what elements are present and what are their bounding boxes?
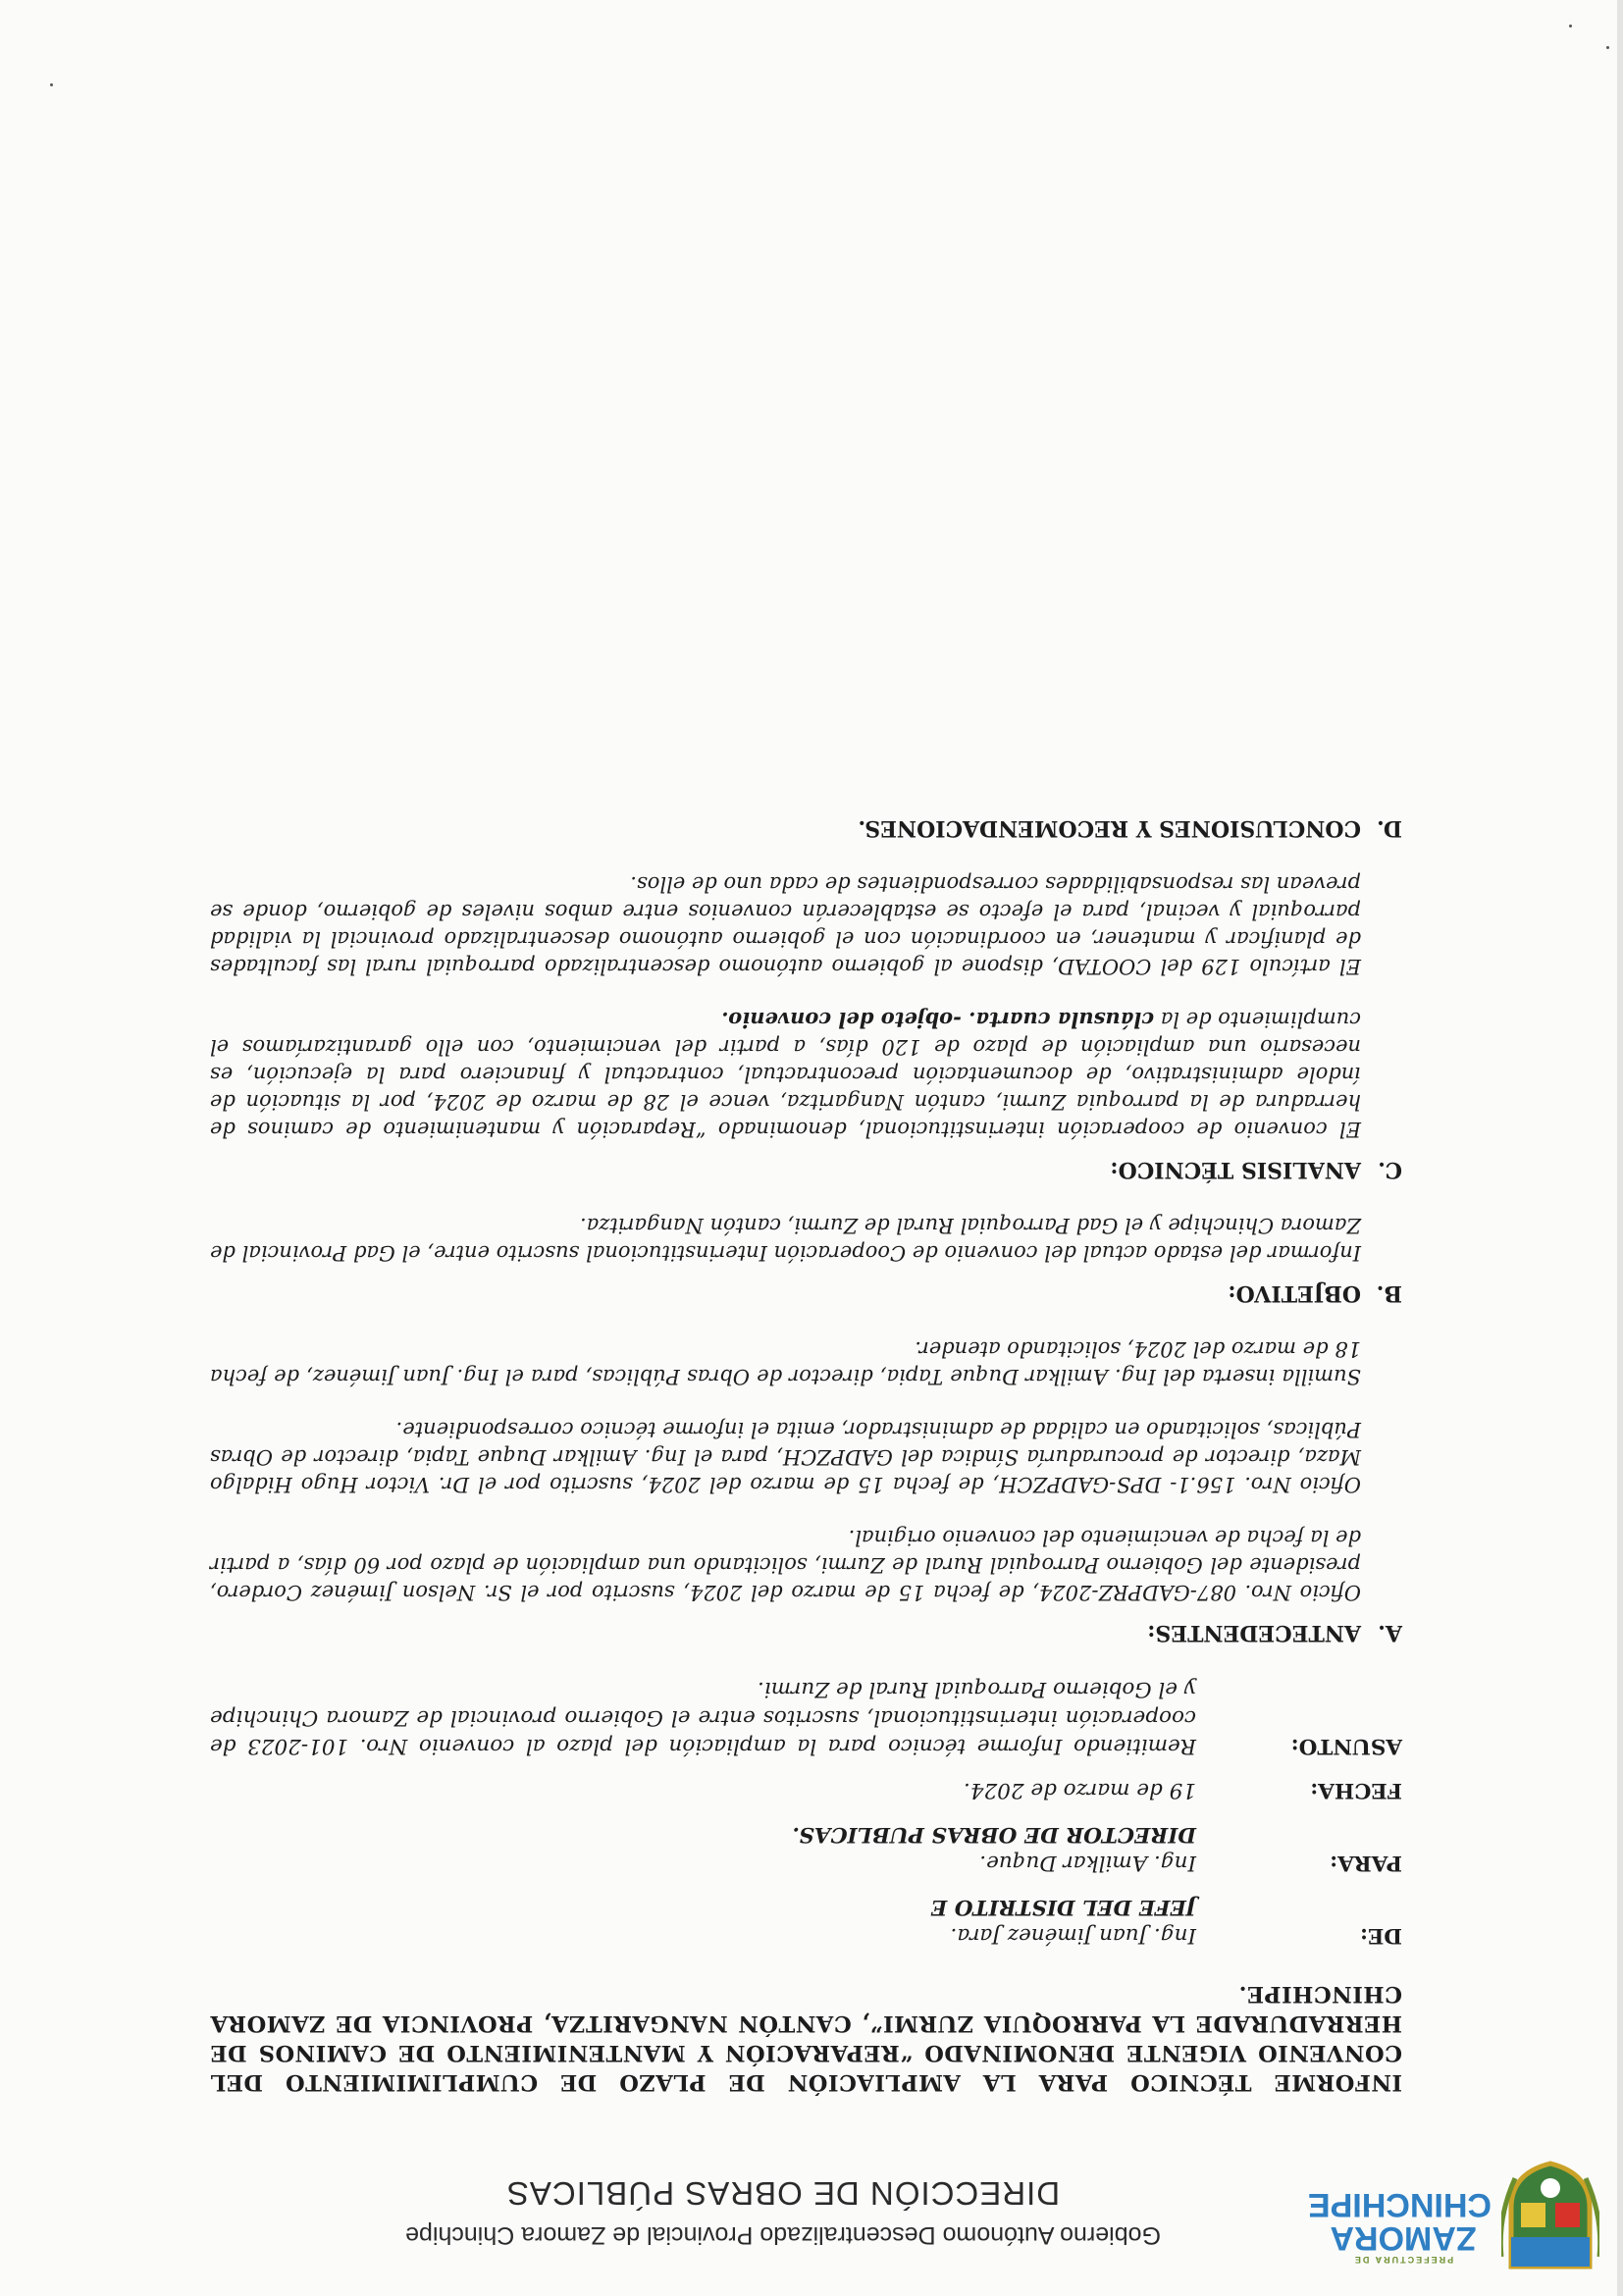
scan-speck	[50, 83, 53, 86]
scan-speck	[1606, 46, 1609, 49]
report-body	[210, 802, 1402, 2097]
logo-prefix: PREFECTURA DE	[1352, 2255, 1454, 2265]
section-a-title: ANTECEDENTES:	[1147, 1620, 1361, 1645]
fecha-label: FECHA:	[1310, 1778, 1402, 1802]
section-d-title: CONCLUSIONES Y RECOMENDACIONES.	[858, 815, 1361, 841]
de-label: DE:	[1360, 1923, 1402, 1948]
direction-name: DIRECCIÓN DE OBRAS PÚBLICAS	[505, 2175, 1061, 2212]
para-label: PARA:	[1330, 1851, 1402, 1875]
scan-edge	[1617, 0, 1623, 2296]
analisis-paragraph-1	[210, 1006, 1361, 1143]
antecedente-2: Oficio Nro. 156.1- DPS-GADPZCH, de fecha 15 de marzo del 2024, suscrito por el Dr. Victor Hugo Hidalgo Maza, director de procuraduría Síndica del GADPZCH, para el Ing. Amilkar Duque Tapia, director de Obras Públicas, solicitando en calidad de administrador, emita el informe técnico correspondiente.	[210, 1418, 1361, 1496]
section-c-heading	[210, 1157, 1402, 1182]
section-b-title: OBJETIVO:	[1228, 1280, 1361, 1306]
asunto-value: Remitiendo Informe técnico para la ampliación del plazo al convenio Nro. 101-2023 de cooperación interinstitucional, suscritos entre el Gobierno provincial de Zamora Chinchipe y el Gobierno Parroquial Rural de Zurmi.	[210, 1677, 1196, 1758]
section-c-letter: C.	[1378, 1157, 1402, 1182]
logo-chinchipe: CHINCHIPE	[1307, 2186, 1492, 2223]
memo-metadata	[210, 1675, 1402, 1950]
section-b-heading	[210, 1280, 1402, 1306]
antecedente-1: Oficio Nro. 087-GADPRZ-2024, de fecha 15 de marzo del 2024, suscrito por el Sr. Nelson Jiménez Cordero, presidente del Gobierno Parroquial Rural de Zurmi, solicitando una ampliación de plazo por 60 días, a partir de la fecha de vencimiento del convenio original.	[210, 1526, 1361, 1604]
para-value	[210, 1820, 1196, 1877]
de-name: Ing. Juan Jiménez Jara.	[950, 1923, 1196, 1948]
section-b-letter: B.	[1376, 1280, 1402, 1306]
report-title: INFORME TÉCNICO PARA LA AMPLIACIÓN DE PLAZO DE CUMPLIMIMIENTO DEL CONVENIO VIGENTE DENOMINADO “REPARACIÓN Y MANTENIMIENTO DE CAMINOS DE HERRADURADE LA PARROQUIA ZURMI”, CANTÓN NANGARITZA, PROVINCIA DE ZAMORA CHINCHIPE.	[210, 1981, 1402, 2095]
antecedente-3: Sumilla inserta del Ing. Amilkar Duque Tapia, director de Obras Públicas, para el Ing. Juan Jiménez, de fecha 18 de marzo del 2024, solicitando atender.	[210, 1337, 1361, 1388]
para-name: Ing. Amilkar Duque.	[979, 1851, 1196, 1875]
section-a-letter: A.	[1378, 1620, 1402, 1645]
objetivo-text: Informar del estado actual del convenio de Cooperación Interinstitucional suscrito entre, el Gad Provincial de Zamora Chinchipe y el Gad Parroquial Rural de Zurmi, cantón Nangaritza.	[210, 1214, 1361, 1265]
fecha-value: 19 de marzo de 2024.	[964, 1778, 1196, 1802]
government-name: Gobierno Autónomo Descentralizado Provincial de Zamora Chinchipe	[405, 2221, 1161, 2249]
section-c-title: ANALISIS TÉCNICO:	[1110, 1157, 1361, 1182]
de-value	[210, 1893, 1196, 1950]
analisis-text: El convenio de cooperación interinstitucional, denominado “Reparación y mantenimiento de caminos de herradura de la parroquia Zurmi, cantón Nangaritza, vence el 28 de marzo de 2024, por la situación de índole administrativo, de documentación precontractual, contractual y financiero para la ejecución, es necesario una ampliación de plazo de 120 días, a partir del vencimiento, con ello garantizaríamos el cumplimiento de la	[210, 1008, 1361, 1141]
asunto-label: ASUNTO:	[1290, 1734, 1402, 1758]
prefectura-logo	[1246, 2151, 1599, 2276]
scan-speck	[1569, 25, 1572, 27]
section-d-letter: D.	[1377, 815, 1402, 841]
clausula-reference: cláusula cuarta. -objeto del convenio.	[721, 1008, 1155, 1032]
de-role: JEFE DEL DISTRITO E	[930, 1895, 1196, 1919]
section-a-heading	[210, 1620, 1402, 1645]
section-d-heading	[210, 815, 1402, 841]
logo-zamora: ZAMORA	[1330, 2219, 1477, 2257]
logo-wordmark	[1307, 2186, 1492, 2265]
coat-of-arms-icon	[1501, 2159, 1599, 2276]
para-role: DIRECTOR DE OBRAS PUBLICAS.	[792, 1822, 1196, 1847]
analisis-paragraph-2: El artículo 129 del COOTAD, dispone al gobierno autónomo descentralizado parroquial rural las facultades de planificar y mantener, en coordinación con el gobierno autónomo descentralizado provincial la vialidad parroquial y vecinal, para el efecto se establecerán convenios entre ambos niveles de gobierno, donde se prevean las responsabilidades correspondientes de cada uno de ellos.	[210, 872, 1361, 978]
letterhead	[0, 2110, 1623, 2296]
